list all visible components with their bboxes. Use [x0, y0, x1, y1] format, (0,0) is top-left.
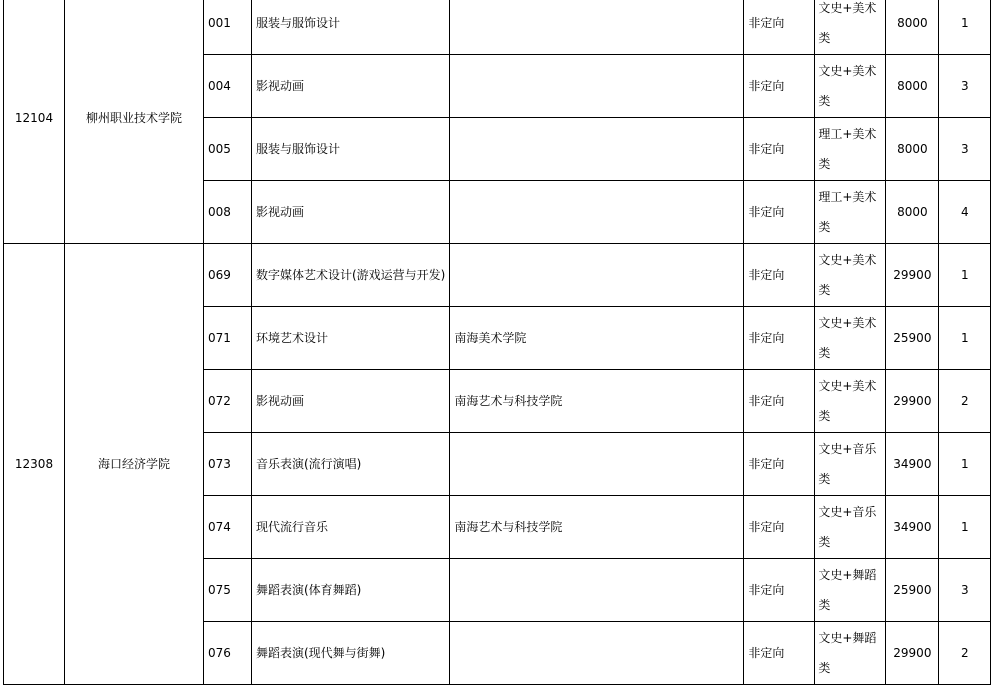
tuition-cell: 8000 — [886, 118, 939, 181]
category-text: 文史+美术类 — [818, 379, 877, 423]
plan-type-cell: 非定向 — [744, 559, 815, 622]
campus-cell: 南海艺术与科技学院 — [450, 496, 744, 559]
campus-cell — [450, 181, 744, 244]
category-cell — [815, 118, 886, 181]
tuition-cell: 34900 — [886, 433, 939, 496]
plan-count-cell: 1 — [939, 0, 991, 55]
plan-count-cell: 2 — [939, 622, 991, 685]
school-name-cell: 海口经济学院 — [65, 244, 204, 685]
major-code-cell: 074 — [204, 496, 252, 559]
campus-cell — [450, 559, 744, 622]
major-name-cell: 影视动画 — [252, 370, 450, 433]
major-code-cell: 072 — [204, 370, 252, 433]
table-body — [4, 0, 991, 685]
category-text: 文史+美术类 — [818, 64, 877, 108]
major-code-cell: 001 — [204, 0, 252, 55]
category-cell — [815, 370, 886, 433]
category-cell — [815, 433, 886, 496]
category-cell — [815, 0, 886, 55]
plan-type-cell: 非定向 — [744, 244, 815, 307]
tuition-cell: 29900 — [886, 622, 939, 685]
tuition-cell: 25900 — [886, 307, 939, 370]
campus-cell — [450, 55, 744, 118]
plan-type-cell: 非定向 — [744, 181, 815, 244]
tuition-cell: 29900 — [886, 244, 939, 307]
category-text: 文史+音乐类 — [818, 442, 877, 486]
major-code-cell: 076 — [204, 622, 252, 685]
plan-type-cell: 非定向 — [744, 496, 815, 559]
plan-count-cell: 3 — [939, 118, 991, 181]
category-text: 文史+美术类 — [818, 1, 877, 45]
major-code-cell: 004 — [204, 55, 252, 118]
category-text: 文史+音乐类 — [818, 505, 877, 549]
category-cell — [815, 181, 886, 244]
major-name-cell: 舞蹈表演(体育舞蹈) — [252, 559, 450, 622]
tuition-cell: 29900 — [886, 370, 939, 433]
campus-cell — [450, 118, 744, 181]
tuition-cell: 34900 — [886, 496, 939, 559]
category-cell — [815, 496, 886, 559]
major-name-cell: 现代流行音乐 — [252, 496, 450, 559]
table-row — [4, 244, 991, 307]
category-cell — [815, 307, 886, 370]
category-text: 理工+美术类 — [818, 127, 877, 171]
tuition-cell: 25900 — [886, 559, 939, 622]
major-name-cell: 影视动画 — [252, 55, 450, 118]
campus-cell — [450, 433, 744, 496]
category-text: 文史+舞蹈类 — [818, 568, 877, 612]
campus-cell — [450, 244, 744, 307]
major-name-cell: 音乐表演(流行演唱) — [252, 433, 450, 496]
school-name-cell: 柳州职业技术学院 — [65, 0, 204, 244]
tuition-cell: 8000 — [886, 55, 939, 118]
plan-type-cell: 非定向 — [744, 433, 815, 496]
plan-type-cell: 非定向 — [744, 55, 815, 118]
tuition-cell: 8000 — [886, 0, 939, 55]
table-row — [4, 0, 991, 55]
major-name-cell: 服装与服饰设计 — [252, 118, 450, 181]
category-text: 文史+美术类 — [818, 253, 877, 297]
major-name-cell: 数字媒体艺术设计(游戏运营与开发) — [252, 244, 450, 307]
category-cell — [815, 244, 886, 307]
plan-count-cell: 4 — [939, 181, 991, 244]
major-name-cell: 舞蹈表演(现代舞与街舞) — [252, 622, 450, 685]
category-cell — [815, 622, 886, 685]
campus-cell — [450, 622, 744, 685]
plan-type-cell: 非定向 — [744, 118, 815, 181]
admission-plan-table — [3, 0, 991, 685]
major-code-cell: 075 — [204, 559, 252, 622]
plan-type-cell: 非定向 — [744, 307, 815, 370]
major-name-cell: 环境艺术设计 — [252, 307, 450, 370]
major-code-cell: 073 — [204, 433, 252, 496]
major-code-cell: 005 — [204, 118, 252, 181]
category-text: 文史+美术类 — [818, 316, 877, 360]
plan-count-cell: 2 — [939, 370, 991, 433]
plan-count-cell: 1 — [939, 244, 991, 307]
plan-type-cell: 非定向 — [744, 370, 815, 433]
category-cell — [815, 559, 886, 622]
campus-cell: 南海美术学院 — [450, 307, 744, 370]
school-code-cell: 12308 — [4, 244, 65, 685]
tuition-cell: 8000 — [886, 181, 939, 244]
campus-cell: 南海艺术与科技学院 — [450, 370, 744, 433]
major-code-cell: 071 — [204, 307, 252, 370]
plan-count-cell: 3 — [939, 559, 991, 622]
major-name-cell: 影视动画 — [252, 181, 450, 244]
plan-count-cell: 1 — [939, 433, 991, 496]
plan-count-cell: 1 — [939, 307, 991, 370]
major-code-cell: 008 — [204, 181, 252, 244]
plan-type-cell: 非定向 — [744, 0, 815, 55]
campus-cell — [450, 0, 744, 55]
category-text: 理工+美术类 — [818, 190, 877, 234]
plan-type-cell: 非定向 — [744, 622, 815, 685]
category-text: 文史+舞蹈类 — [818, 631, 877, 675]
major-name-cell: 服装与服饰设计 — [252, 0, 450, 55]
school-code-cell: 12104 — [4, 0, 65, 244]
plan-count-cell: 3 — [939, 55, 991, 118]
plan-count-cell: 1 — [939, 496, 991, 559]
category-cell — [815, 55, 886, 118]
major-code-cell: 069 — [204, 244, 252, 307]
